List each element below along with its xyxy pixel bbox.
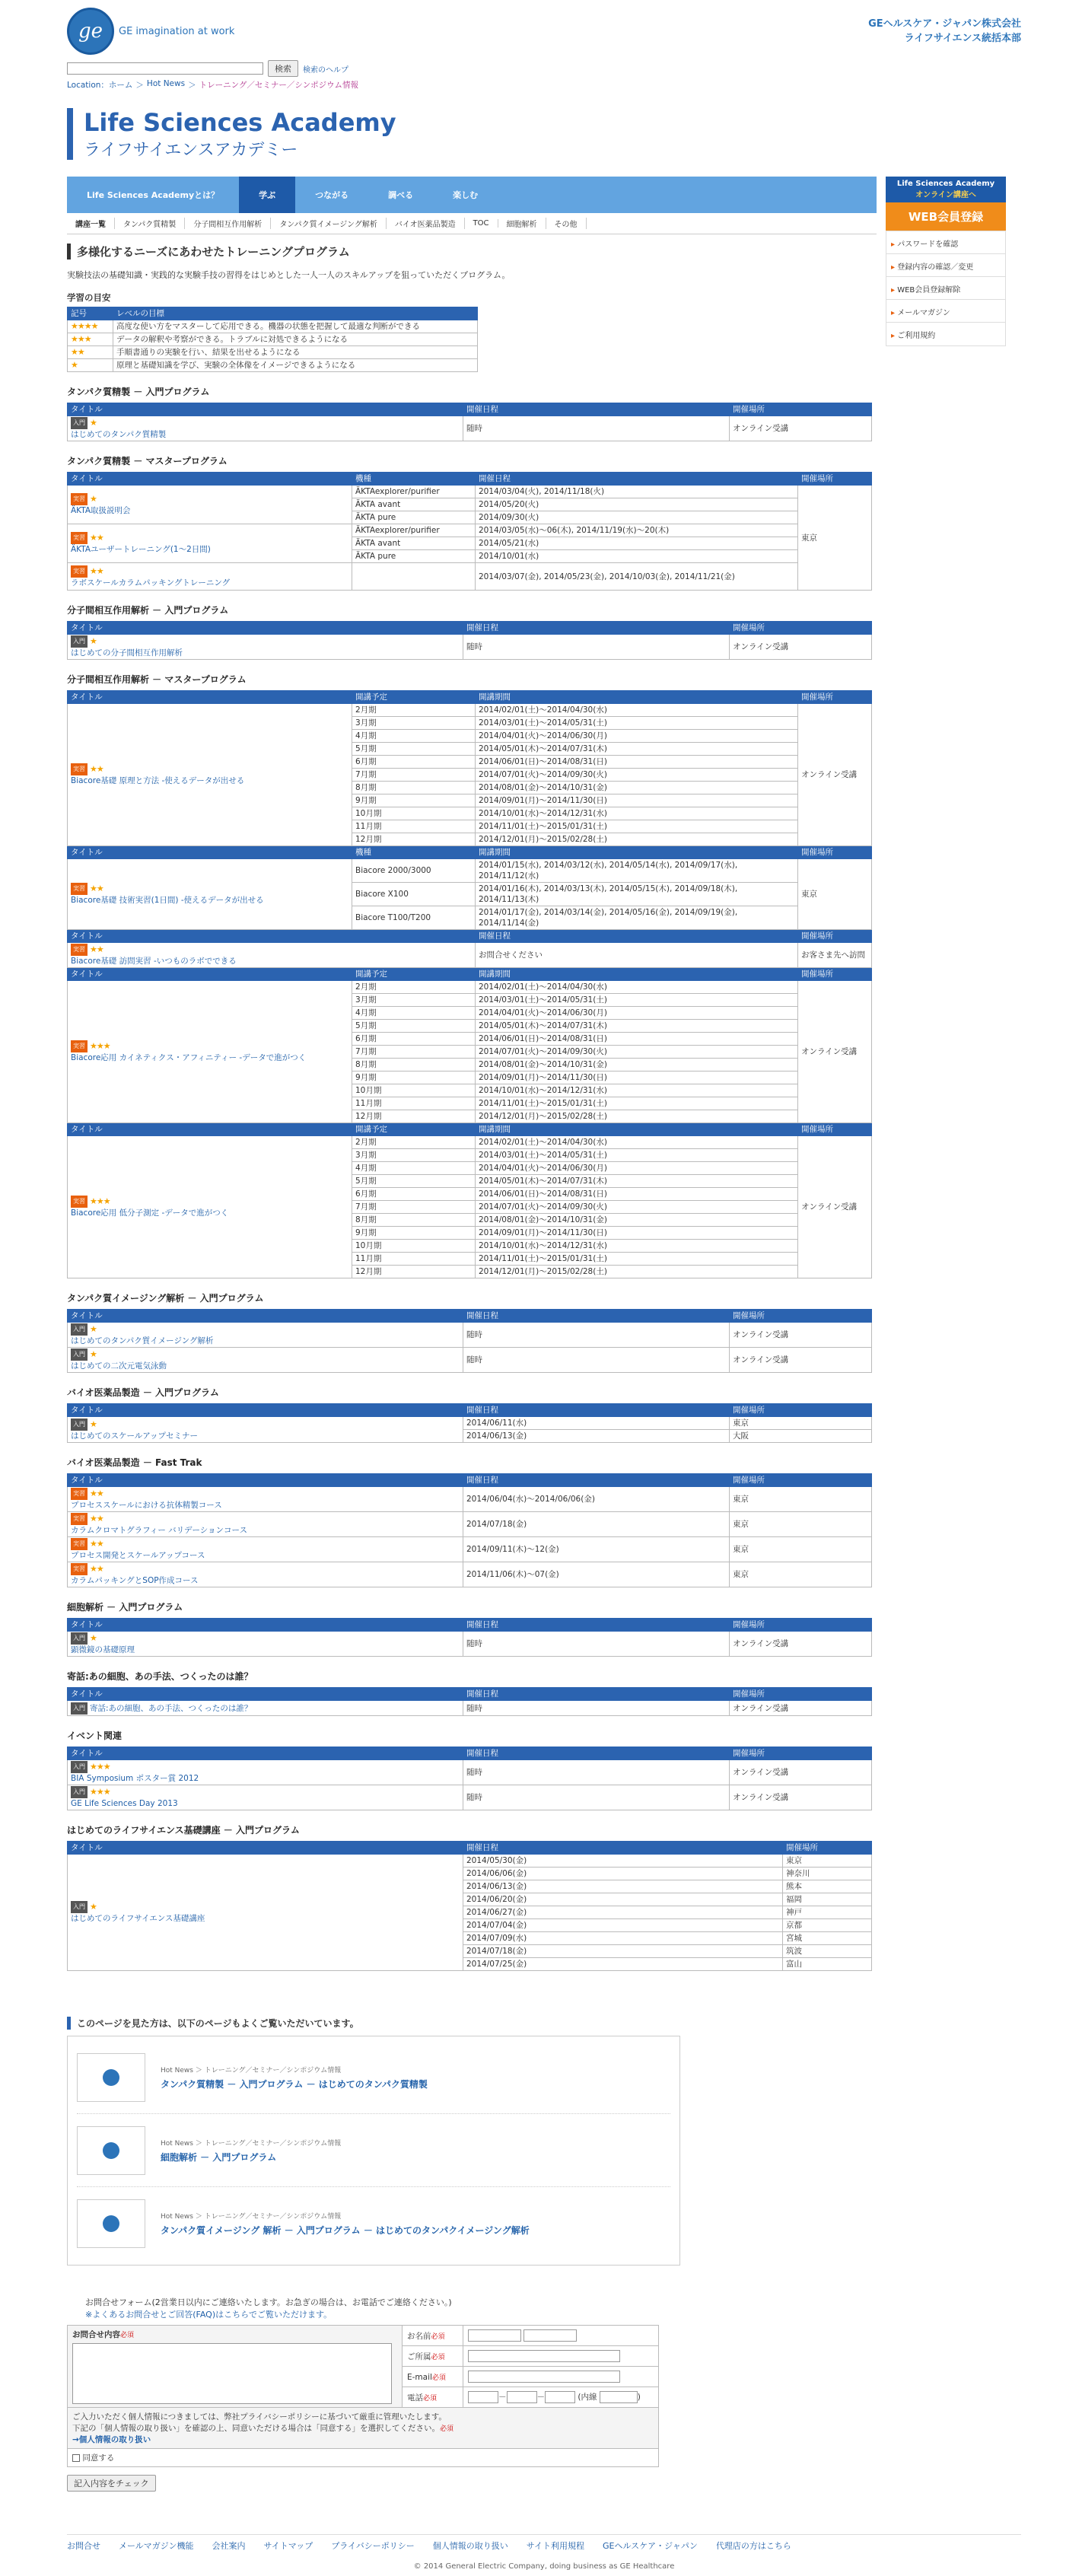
search-bar	[67, 61, 1021, 76]
section-lifescience-basic: はじめてのライフサイエンス基礎講座 － 入門プログラム	[67, 1825, 300, 1836]
table-row: 実習 ★★★ Biacore応用 カイネティクス・アフィニティー -データで進がつく 2月期 2014/02/01(土)～2014/04/30(水) オンライン受講	[68, 981, 872, 994]
main-content	[67, 244, 877, 2492]
main-nav	[67, 177, 877, 234]
section-imaging-intro: タンパク質イメージング解析 － 入門プログラム	[67, 1293, 264, 1304]
table-row: 8月期 2014/08/01(金)～2014/10/31(金)	[68, 1059, 872, 1071]
sidebar	[886, 177, 1006, 346]
breadcrumb-home[interactable]: Location：ホーム	[67, 81, 133, 90]
dept-input[interactable]	[468, 2350, 620, 2362]
table-row: 6月期 2014/06/01(日)～2014/08/31(日)	[68, 1188, 872, 1201]
division-name[interactable]: ライフサイエンス統括本部	[904, 33, 1021, 44]
section-cell-intro: 細胞解析 － 入門プログラム	[67, 1602, 183, 1613]
email-field[interactable]	[468, 2371, 620, 2383]
footer-link-2[interactable]: 会社案内	[212, 2541, 246, 2551]
table-row: 入門 ★ はじめてのタンパク質精製 随時 オンライン受講	[68, 416, 872, 441]
subnav-0[interactable]: 講座一覧	[67, 218, 115, 229]
privacy-link[interactable]: →個人情報の取り扱い	[72, 2435, 151, 2444]
footer-link-7[interactable]: GEヘルスケア・ジャパン	[603, 2541, 698, 2551]
table-row: 3月期 2014/03/01(土)～2014/05/31(土)	[68, 994, 872, 1007]
site-header	[67, 8, 1021, 62]
table-row: 6月期 2014/06/01(日)～2014/08/31(日)	[68, 756, 872, 769]
section-interaction-master: 分子間相互作用解析 － マスタープログラム	[67, 674, 247, 685]
table-events: タイトル 開催日程 開催場所 入門 ★★★ BIA Symposium ポスター賞 2012 随時 オンライン受講 入門 ★★★ GE Life Sciences Day 2013 随時 オンライン受講	[67, 1747, 872, 1810]
subnav-5[interactable]: TOC	[465, 219, 498, 228]
contact-form: お問合せ内容必須 お名前必須 ご所属必須 E-mail必須 電話必須 － － (内線 ) ご入力いただく個人情報につきましては、弊社プライバシーポリシーに基づいて厳重に管理いたします。 下記の「個人情報の取り扱い」を確認の上、同意いただける場合は「同意する」を選択してください。必須 →個人情報の取り扱い 同意する	[67, 2325, 659, 2467]
footer-link-8[interactable]: 代理店の方はこちら	[715, 2541, 791, 2551]
list-item[interactable]: Hot News ＞ トレーニング／セミナー／シンポジウム情報 細胞解析 － 入門プログラム	[77, 2114, 670, 2187]
ge-logo-icon	[103, 2215, 119, 2232]
academy-title	[67, 108, 1021, 160]
level-title: 学習の目安	[67, 292, 111, 303]
nav-about[interactable]: Life Sciences Academyとは？	[87, 190, 220, 200]
list-item[interactable]: Hot News ＞ トレーニング／セミナー／シンポジウム情報 タンパク質精製 － 入門プログラム － はじめてのタンパク質精製	[77, 2041, 670, 2114]
footer-link-4[interactable]: プライバシーポリシー	[331, 2541, 415, 2551]
nav-research[interactable]: 調べる	[388, 190, 414, 200]
table-row: 6月期 2014/06/01(日)～2014/08/31(日)	[68, 1033, 872, 1046]
sidebar-profile[interactable]: ▸ 登録内容の確認／変更	[886, 254, 1005, 277]
table-row: 12月期 2014/12/01(月)～2015/02/28(土)	[68, 833, 872, 846]
table-row: 10月期 2014/10/01(水)～2014/12/31(水)	[68, 1240, 872, 1253]
web-member-banner[interactable]: WEB会員登録	[886, 202, 1006, 231]
related-heading: このページを見た方は、以下のページもよくご覧いただいています。	[67, 2017, 877, 2030]
subnav-1[interactable]: タンパク質精製	[115, 218, 185, 229]
online-course-banner[interactable]: Life Sciences Academy オンライン講座へ	[886, 177, 1006, 202]
footer-link-1[interactable]: メールマガジン機能	[119, 2541, 194, 2551]
table-row: 8月期 2014/08/01(金)～2014/10/31(金)	[68, 782, 872, 794]
logo-tagline: GE imagination at work	[119, 25, 235, 37]
company-name[interactable]: GEヘルスケア・ジャパン株式会社	[868, 18, 1021, 30]
academy-title-ja: ライフサイエンスアカデミー	[84, 141, 298, 160]
footer-link-3[interactable]: サイトマップ	[263, 2541, 313, 2551]
tel-1-input[interactable]	[468, 2391, 498, 2403]
page-heading: 多様化するニーズにあわせたトレーニングプログラム	[67, 244, 877, 260]
level-table: 記号 レベルの目標 ★★★★ 高度な使い方をマスターして応用できる。機器の状態を把握して最適な判断ができる ★★★ データの解釈や考察ができる。トラブルに対処できるようになる ★★ 手順書通りの実験を行い、結果を出せるようになる ★ 原理と基礎知識を学び、実験の全体像をイメージできるようになる	[67, 307, 478, 372]
table-row: 7月期 2014/07/01(火)～2014/09/30(火)	[68, 1046, 872, 1059]
table-row: 5月期 2014/05/01(木)～2014/07/31(木)	[68, 743, 872, 756]
table-row: 8月期 2014/08/01(金)～2014/10/31(金)	[68, 1214, 872, 1227]
ge-logo-icon[interactable]: ge	[67, 8, 114, 55]
table-row: 7月期 2014/07/01(火)～2014/09/30(火)	[68, 1201, 872, 1214]
search-button[interactable]: 検索	[268, 60, 298, 77]
table-row: 11月期 2014/11/01(土)～2015/01/31(土)	[68, 1097, 872, 1110]
table-row: 9月期 2014/09/01(月)～2014/11/30(日)	[68, 794, 872, 807]
section-fasttrak: バイオ医薬品製造 － Fast Trak	[67, 1457, 202, 1468]
table-row: 5月期 2014/05/01(木)～2014/07/31(木)	[68, 1020, 872, 1033]
agree-checkbox[interactable]	[72, 2454, 80, 2462]
contact-intro: お問合せフォーム(2営業日以内にご連絡いたします。お急ぎの場合は、お電話でご連絡ください。) ※よくあるお問合せとご回答(FAQ)はこちらでご覧いただけます。	[85, 2297, 452, 2320]
table-interaction-master: タイトル 開講予定 開講期間 開催場所 実習 ★★ Biacore基礎 原理と方法 -使えるデータが出せる 2月期 2014/02/01(土)～2014/04/30(水) オンライン受講 3月期 2014/03/01(土)～2014/05/31(土) 4月期 2014/04/01(火)～2014/06/30(月) 5月期 2014/05/01(木)～2014/07/31(木) 6月期 2014/06/01(日)～2014/08/31(日) 7月期 2014/07/01(火)～2014/09/30(火) 8月期 2014/08/01(金)～2014/10/31(金) 9月期 2014/09/01(月)～2014/11/30(日) 10月期 2014/10/01(水)～2014/12/31(水) 11月期 2014/11/01(土)～2015/01/31(土) 12月期 2014/12/01(月)～2015/02/28(土) タイトル 機種 開講期間 開催場所 実習 ★★ Biacore基礎 技術実習(1日間) -使えるデータが出せる Biacore 2000/3000 2014/01/15(水), 2014/03/12(水), 2014/05/14(水), 2014/09/17(水), 2014/11/12(水) 東京 Biacore X100 2014/01/16(木), 2014/03/13(木), 2014/05/15(木), 2014/09/18(木), 2014/11/13(木) Biacore T100/T200 2014/01/17(金), 2014/03/14(金), 2014/05/16(金), 2014/09/19(金), 2014/11/14(金) タイトル 開催日程 開催場所 実習 ★★ Biacore基礎 訪問実習 -いつものラボでできる お問合せください お客さま先へ訪問 タイトル 開講予定 開講期間 開催場所 実習 ★★★ Biacore応用 カイネティクス・アフィニティー -データで進がつく 2月期 2014/02/01(土)～2014/04/30(水) オンライン受講 3月期 2014/03/01(土)～2014/05/31(土) 4月期 2014/04/01(火)～2014/06/30(月) 5月期 2014/05/01(木)～2014/07/31(木) 6月期 2014/06/01(日)～2014/08/31(日) 7月期 2014/07/01(火)～2014/09/30(火) 8月期 2014/08/01(金)～2014/10/31(金) 9月期 2014/09/01(月)～2014/11/30(日) 10月期 2014/10/01(水)～2014/12/31(水) 11月期 2014/11/01(土)～2015/01/31(土) 12月期 2014/12/01(月)～2015/02/28(土) タイトル 開講予定 開講期間 開催場所 実習 ★★★ Biacore応用 低分子測定 -データで進がつく 2月期 2014/02/01(土)～2014/04/30(水) オンライン受講 3月期 2014/03/01(土)～2014/05/31(土) 4月期 2014/04/01(火)～2014/06/30(月) 5月期 2014/05/01(木)～2014/07/31(木) 6月期 2014/06/01(日)～2014/08/31(日) 7月期 2014/07/01(火)～2014/09/30(火) 8月期 2014/08/01(金)～2014/10/31(金) 9月期 2014/09/01(月)～2014/11/30(日) 10月期 2014/10/01(水)～2014/12/31(水) 11月期 2014/11/01(土)～2015/01/31(土) 12月期 2014/12/01(月)～2015/02/28(土)	[67, 690, 872, 1278]
table-row: 5月期 2014/05/01(木)～2014/07/31(木)	[68, 1175, 872, 1188]
nav-enjoy[interactable]: 楽しむ	[453, 190, 479, 200]
list-item[interactable]: Hot News ＞ トレーニング／セミナー／シンポジウム情報 タンパク質イメージング 解析 － 入門プログラム － はじめてのタンパクイメージング解析	[77, 2187, 670, 2260]
breadcrumb: Location：ホーム ＞ Hot News ＞ トレーニング／セミナー／シンポジウム情報	[67, 79, 358, 90]
section-protein-intro: タンパク質精製 － 入門プログラム	[67, 387, 210, 397]
footer-link-5[interactable]: 個人情報の取り扱い	[432, 2541, 508, 2551]
table-row: 実習 ★★★ Biacore応用 低分子測定 -データで進がつく 2月期 2014/02/01(土)～2014/04/30(水) オンライン受講	[68, 1136, 872, 1149]
related-list	[67, 2036, 680, 2266]
table-row: 9月期 2014/09/01(月)～2014/11/30(日)	[68, 1071, 872, 1084]
confirm-button[interactable]: 記入内容をチェック	[67, 2475, 156, 2492]
sidebar-terms[interactable]: ▸ ご利用規約	[891, 332, 936, 340]
table-row: 10月期 2014/10/01(水)～2014/12/31(水)	[68, 1084, 872, 1097]
table-protein-master: タイトル 機種 開催日程 開催場所 実習 ★ ÄKTA取扱説明会 ÄKTAexplorer/purifier 2014/03/04(火), 2014/11/18(火) 東京 ÄKTA avant 2014/05/20(火) ÄKTA pure 2014/09/30(火) 実習 ★★ ÄKTAユーザートレーニング(1～2日間) ÄKTAexplorer/purifier 2014/03/05(水)～06(木), 2014/11/19(水)～20(木) ÄKTA avant 2014/05/21(水) ÄKTA pure 2014/10/01(水) 実習 ★★ ラボスケールカラムパッキングトレーニング 2014/03/07(金), 2014/05/23(金), 2014/10/03(金), 2014/11/21(金)	[67, 472, 872, 591]
ge-logo-icon	[103, 2142, 119, 2159]
breadcrumb-hotnews[interactable]: Hot News	[146, 79, 186, 88]
table-row: 3月期 2014/03/01(土)～2014/05/31(土)	[68, 717, 872, 730]
table-fasttrak: タイトル 開催日程 開催場所 実習 ★★ プロセススケールにおける抗体精製コース 2014/06/04(水)～2014/06/06(金) 東京 実習 ★★ カラムクロマトグラフィー バリデーションコース 2014/07/18(金) 東京 実習 ★★ プロセス開発とスケールアップコース 2014/09/11(木)～12(金) 東京 実習 ★★ カラムパッキングとSOP作成コース 2014/11/06(木)～07(金) 東京	[67, 1473, 872, 1587]
table-bio-intro: タイトル 開催日程 開催場所 入門 ★ はじめてのスケールアップセミナー 2014/06/11(水) 東京 2014/06/13(金) 大阪	[67, 1403, 872, 1443]
section-protein-master: タンパク質精製 － マスタープログラム	[67, 456, 228, 466]
section-events: イベント関連	[67, 1731, 123, 1741]
tel-2-input[interactable]	[507, 2391, 537, 2403]
sidebar-unsubscribe[interactable]: ▸ WEB会員登録解除	[886, 277, 1005, 300]
table-row: 11月期 2014/11/01(土)～2015/01/31(土)	[68, 1253, 872, 1266]
section-story: 寄話:あの細胞、あの手法、つくったのは誰？	[67, 1671, 253, 1682]
table-row: 4月期 2014/04/01(火)～2014/06/30(月)	[68, 1007, 872, 1020]
nav-connect[interactable]: つながる	[315, 190, 349, 200]
breadcrumb-current: トレーニング／セミナー／シンポジウム情報	[199, 81, 358, 90]
subnav-4[interactable]: バイオ医薬品製造	[387, 218, 465, 229]
copyright: © 2014 General Electric Company, doing business as GE Healthcare	[413, 2562, 675, 2571]
table-cell-intro: タイトル 開催日程 開催場所 入門 ★ 顕微鏡の基礎原理 随時 オンライン受講	[67, 1618, 872, 1657]
table-row: 3月期 2014/03/01(土)～2014/05/31(土)	[68, 1149, 872, 1162]
table-lifescience-basic: タイトル 開催日程 開催場所 入門 ★ はじめてのライフサイエンス基礎講座 2014/05/30(金) 東京 2014/06/06(金) 神奈川 2014/06/13(金) 熊本 2014/06/20(金) 福岡 2014/06/27(金) 神戸 2014/07/04(金) 京都 2014/07/09(水) 宮城 2014/07/18(金) 筑波 2014/07/25(金) 富山	[67, 1841, 872, 1971]
nav-learn[interactable]: 学ぶ	[239, 177, 295, 213]
search-input[interactable]	[67, 62, 263, 75]
table-row: 4月期 2014/04/01(火)～2014/06/30(月)	[68, 730, 872, 743]
table-row: 12月期 2014/12/01(月)～2015/02/28(土)	[68, 1266, 872, 1278]
subnav-2[interactable]: 分子間相互作用解析	[185, 218, 271, 229]
table-row: 9月期 2014/09/01(月)～2014/11/30(日)	[68, 1227, 872, 1240]
table-row: 実習 ★★ Biacore基礎 原理と方法 -使えるデータが出せる 2月期 2014/02/01(土)～2014/04/30(水) オンライン受講	[68, 704, 872, 717]
intro-text: 実験技法の基礎知識・実践的な実験手技の習得をはじめとした一人一人のスキルアップを狙っていただくプログラム。	[67, 270, 511, 280]
table-row: 7月期 2014/07/01(火)～2014/09/30(火)	[68, 769, 872, 782]
table-story: タイトル 開催日程 開催場所 入門 寄話:あの細胞、あの手法、つくったのは誰？ 随時 オンライン受講	[67, 1687, 872, 1716]
inquiry-textarea[interactable]	[72, 2343, 392, 2404]
table-row: 11月期 2014/11/01(土)～2015/01/31(土)	[68, 820, 872, 833]
academy-title-en: Life Sciences Academy	[84, 108, 396, 137]
sidebar-mailmag[interactable]: ▸ メールマガジン	[886, 300, 1005, 323]
ge-logo-icon	[103, 2069, 119, 2086]
subnav-6[interactable]: 細胞解析	[498, 218, 546, 229]
footer	[67, 2534, 1021, 2571]
tel-3-input[interactable]	[545, 2391, 575, 2403]
section-interaction-intro: 分子間相互作用解析 － 入門プログラム	[67, 605, 229, 616]
name-first-input[interactable]	[523, 2329, 577, 2342]
table-row: 10月期 2014/10/01(水)～2014/12/31(水)	[68, 807, 872, 820]
table-row: 12月期 2014/12/01(月)～2015/02/28(土)	[68, 1110, 872, 1123]
table-imaging-intro: タイトル 開催日程 開催場所 入門 ★ はじめてのタンパク質イメージング解析 随時 オンライン受講 入門 ★ はじめての二次元電気泳動 随時 オンライン受講	[67, 1309, 872, 1373]
subnav-3[interactable]: タンパク質イメージング解析	[271, 218, 387, 229]
table-interaction-intro: タイトル 開催日程 開催場所 入門 ★ はじめての分子間相互作用解析 随時 オンライン受講	[67, 621, 872, 660]
subnav-7[interactable]: その他	[546, 218, 587, 229]
footer-link-6[interactable]: サイト利用規程	[526, 2541, 584, 2551]
table-row: 4月期 2014/04/01(火)～2014/06/30(月)	[68, 1162, 872, 1175]
footer-link-0[interactable]: お問合せ	[67, 2541, 100, 2551]
section-bio-intro: バイオ医薬品製造 － 入門プログラム	[67, 1387, 219, 1398]
table-protein-intro: タイトル 開催日程 開催場所 入門 ★ はじめてのタンパク質精製 随時 オンライン受講	[67, 403, 872, 441]
name-last-input[interactable]	[468, 2329, 521, 2342]
search-help-link[interactable]: 検索のヘルプ	[303, 65, 348, 75]
tel-ext-input[interactable]	[600, 2391, 638, 2403]
sidebar-password[interactable]: ▸ パスワードを確認	[886, 231, 1005, 254]
